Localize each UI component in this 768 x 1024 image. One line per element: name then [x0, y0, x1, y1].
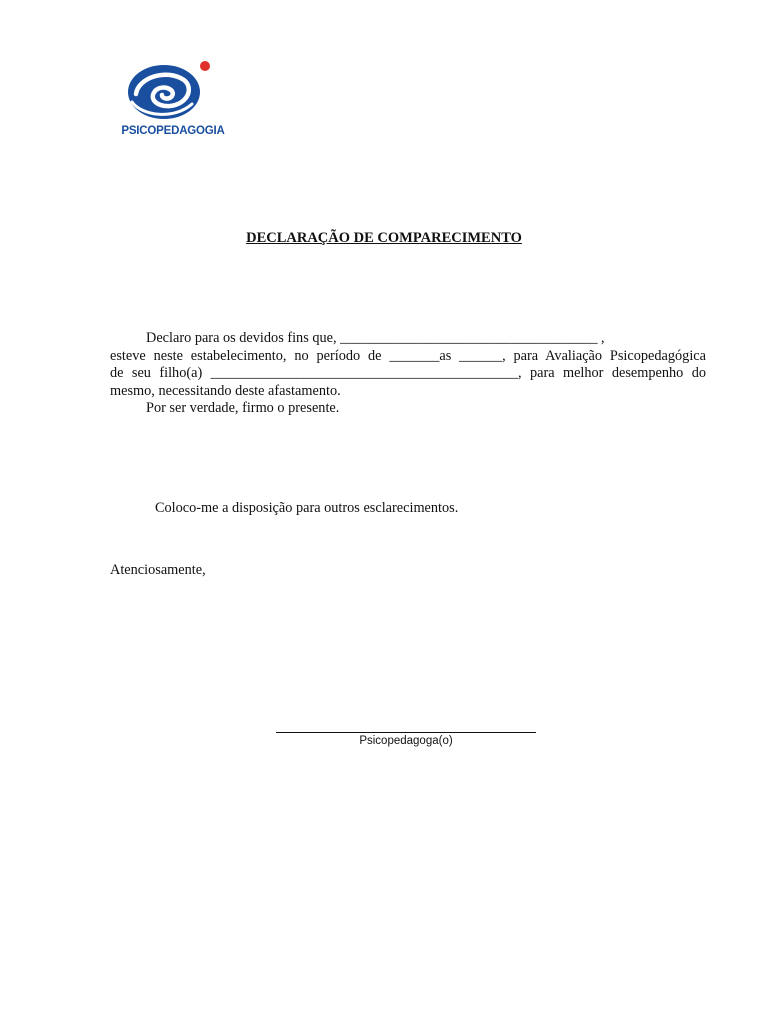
- closing-text: Atenciosamente,: [110, 562, 206, 578]
- signature-block: [276, 720, 536, 747]
- logo: [118, 58, 228, 143]
- signature-label: Psicopedagoga(o): [359, 735, 453, 747]
- declaration-line-1: Declaro para os devidos fins que, ____________________________________ ,: [146, 330, 605, 346]
- declaration-line-2: esteve neste estabelecimento, no período de _______as ______, para Avaliação Psicopedagógica: [110, 347, 706, 364]
- spiral-logo-icon: [126, 58, 222, 124]
- document-title: [0, 230, 768, 247]
- declaration-body: [110, 330, 706, 418]
- availability-text: Coloco-me a disposição para outros esclarecimentos.: [155, 500, 459, 516]
- title-text: DECLARAÇÃO DE COMPARECIMENTO: [246, 230, 522, 246]
- declaration-line-3: de seu filho(a) ___________________________________________, para melhor desempenho do: [110, 365, 706, 381]
- signature-line: [276, 720, 536, 733]
- declaration-line-5: Por ser verdade, firmo o presente.: [146, 400, 340, 416]
- logo-text: PSICOPEDAGOGIA: [121, 125, 225, 137]
- declaration-line-4: mesmo, necessitando deste afastamento.: [110, 382, 341, 399]
